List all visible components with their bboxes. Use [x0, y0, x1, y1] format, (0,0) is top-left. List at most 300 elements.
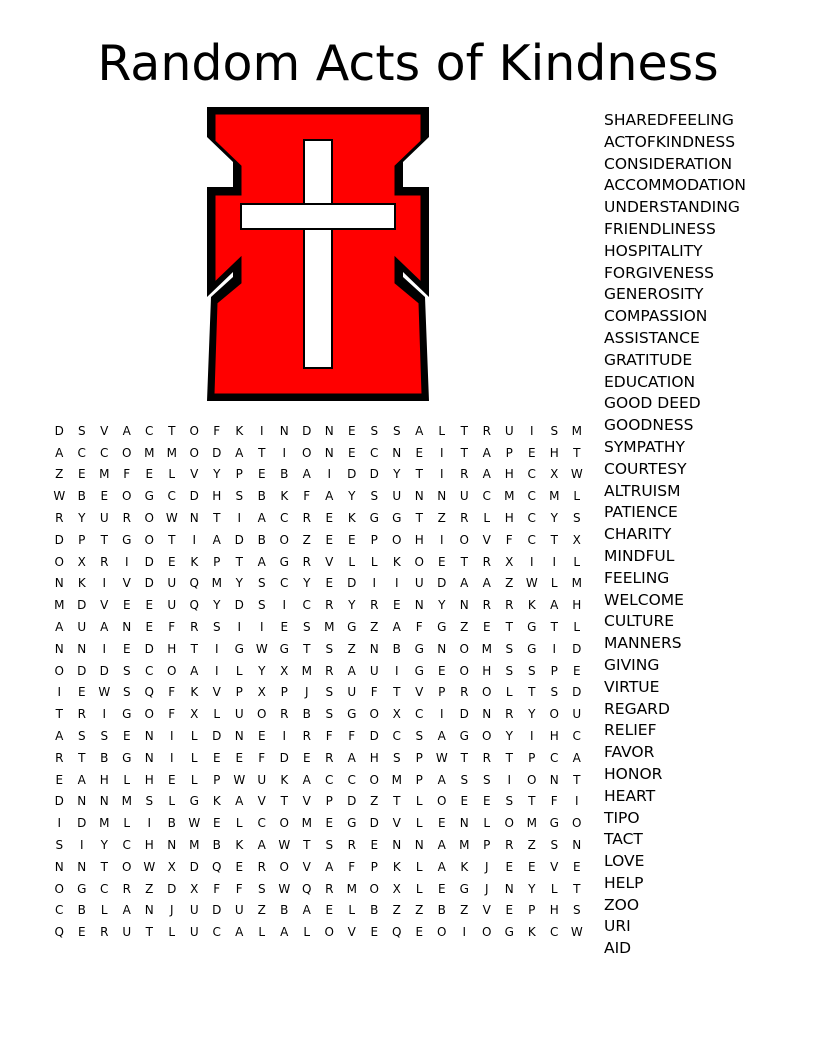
grid-row	[48, 442, 588, 464]
grid-cell: Z	[370, 794, 379, 809]
grid-cell: E	[437, 554, 446, 569]
grid-cell: L	[303, 925, 311, 940]
grid-cell: Y	[303, 576, 311, 591]
grid-cell: V	[257, 794, 266, 809]
grid-cell: B	[280, 903, 289, 918]
grid-cell: B	[302, 707, 311, 722]
grid-cell: D	[212, 445, 222, 460]
grid-cell: S	[505, 641, 514, 656]
grid-cell: N	[414, 489, 424, 504]
grid-cell: P	[483, 838, 491, 853]
grid-cell: I	[394, 576, 399, 591]
grid-cell: M	[144, 445, 155, 460]
grid-cell: T	[573, 772, 581, 787]
grid-cell: R	[257, 859, 266, 874]
grid-cell: C	[392, 729, 401, 744]
grid-cell: X	[392, 881, 401, 896]
grid-row	[48, 638, 588, 660]
grid-cell: O	[369, 881, 379, 896]
grid-cell: A	[347, 663, 356, 678]
grid-cell: O	[459, 641, 469, 656]
word-list-item: MANNERS	[604, 634, 682, 653]
grid-cell: G	[549, 816, 559, 831]
grid-cell: D	[212, 903, 222, 918]
grid-cell: M	[526, 816, 537, 831]
grid-cell: I	[552, 641, 557, 656]
cross-inner-vertical	[304, 140, 332, 368]
grid-cell: P	[528, 750, 536, 765]
grid-cell: S	[122, 685, 131, 700]
grid-row	[48, 878, 588, 900]
grid-cell: E	[482, 794, 491, 809]
grid-cell: Z	[145, 881, 154, 896]
grid-cell: Y	[505, 729, 513, 744]
grid-cell: B	[257, 489, 266, 504]
grid-cell: V	[347, 925, 356, 940]
grid-cell: Y	[348, 489, 356, 504]
grid-cell: M	[301, 663, 312, 678]
grid-cell: D	[99, 663, 109, 678]
grid-cell: E	[167, 554, 176, 569]
grid-cell: I	[552, 554, 557, 569]
grid-cell: L	[348, 554, 356, 569]
grid-cell: G	[122, 707, 132, 722]
grid-cell: F	[303, 489, 311, 504]
grid-cell: N	[572, 838, 582, 853]
grid-cell: C	[370, 445, 379, 460]
grid-cell: L	[348, 903, 356, 918]
grid-cell: L	[190, 772, 198, 787]
grid-row	[48, 725, 588, 747]
grid-cell: O	[459, 663, 469, 678]
grid-cell: U	[572, 707, 582, 722]
grid-cell: R	[460, 511, 469, 526]
grid-cell: A	[235, 794, 244, 809]
grid-cell: H	[369, 750, 379, 765]
grid-cell: I	[282, 598, 287, 613]
grid-cell: O	[324, 925, 334, 940]
grid-cell: O	[437, 925, 447, 940]
grid-cell: E	[145, 598, 154, 613]
grid-cell: N	[459, 598, 469, 613]
grid-cell: G	[122, 532, 132, 547]
grid-cell: N	[437, 641, 447, 656]
grid-cell: G	[347, 620, 357, 635]
grid-row	[48, 812, 588, 834]
grid-cell: F	[235, 881, 243, 896]
grid-cell: P	[235, 685, 243, 700]
grid-cell: L	[415, 816, 423, 831]
grid-cell: O	[122, 489, 132, 504]
grid-cell: H	[167, 641, 177, 656]
grid-cell: S	[122, 663, 131, 678]
grid-cell: V	[482, 903, 491, 918]
grid-cell: T	[393, 794, 401, 809]
word-list-item: SHAREDFEELING	[604, 111, 734, 129]
grid-cell: S	[505, 794, 514, 809]
grid-cell: U	[99, 511, 109, 526]
grid-cell: O	[572, 816, 582, 831]
grid-row	[48, 420, 588, 442]
grid-cell: U	[234, 903, 244, 918]
grid-cell: N	[234, 729, 244, 744]
grid-cell: O	[504, 816, 514, 831]
grid-cell: A	[302, 772, 311, 787]
grid-cell: U	[459, 489, 469, 504]
grid-cell: C	[550, 925, 559, 940]
grid-cell: V	[122, 576, 131, 591]
grid-cell: C	[55, 903, 64, 918]
grid-cell: G	[392, 511, 402, 526]
grid-cell: Z	[55, 467, 64, 482]
grid-cell: V	[100, 423, 109, 438]
grid-row	[48, 791, 588, 813]
word-list-item: GIVING	[604, 655, 660, 674]
grid-cell: T	[460, 554, 468, 569]
grid-cell: V	[550, 859, 559, 874]
grid-cell: T	[303, 641, 311, 656]
grid-cell: I	[259, 620, 264, 635]
grid-cell: I	[507, 772, 512, 787]
grid-cell: S	[505, 663, 514, 678]
grid-cell: K	[280, 772, 289, 787]
grid-cell: K	[527, 925, 536, 940]
grid-cell: R	[325, 750, 334, 765]
grid-cell: H	[504, 467, 514, 482]
grid-cell: P	[213, 772, 221, 787]
grid-cell: E	[437, 663, 446, 678]
grid-cell: F	[348, 729, 356, 744]
grid-cell: R	[505, 598, 514, 613]
grid-cell: S	[145, 794, 154, 809]
grid-cell: Y	[438, 598, 446, 613]
grid-cell: S	[257, 576, 266, 591]
grid-cell: N	[54, 576, 64, 591]
grid-cell: T	[258, 445, 266, 460]
grid-cell: G	[279, 641, 289, 656]
grid-cell: S	[325, 685, 334, 700]
grid-cell: D	[369, 729, 379, 744]
grid-cell: L	[258, 925, 266, 940]
grid-cell: O	[54, 881, 64, 896]
grid-cell: A	[392, 620, 401, 635]
grid-cell: N	[324, 423, 334, 438]
grid-cell: N	[54, 641, 64, 656]
grid-cell: H	[99, 772, 109, 787]
grid-cell: A	[235, 445, 244, 460]
grid-cell: P	[415, 772, 423, 787]
grid-cell: D	[144, 641, 154, 656]
grid-cell: R	[505, 707, 514, 722]
grid-cell: E	[437, 881, 446, 896]
grid-cell: E	[235, 750, 244, 765]
grid-cell: I	[529, 729, 534, 744]
word-list-item: ACCOMMODATION	[604, 176, 747, 195]
grid-cell: Z	[257, 903, 266, 918]
grid-cell: X	[190, 881, 199, 896]
grid-cell: W	[525, 576, 538, 591]
grid-cell: M	[324, 620, 335, 635]
grid-cell: S	[77, 729, 86, 744]
grid-cell: A	[415, 423, 424, 438]
grid-cell: A	[482, 576, 491, 591]
grid-cell: K	[235, 423, 244, 438]
grid-cell: M	[189, 838, 200, 853]
word-list-item: SYMPATHY	[604, 437, 686, 456]
grid-cell: K	[190, 685, 199, 700]
grid-cell: H	[144, 838, 154, 853]
grid-cell: Q	[189, 576, 199, 591]
grid-cell: G	[77, 881, 87, 896]
grid-cell: T	[550, 620, 558, 635]
grid-cell: R	[460, 467, 469, 482]
grid-cell: I	[79, 838, 84, 853]
grid-cell: C	[572, 729, 581, 744]
grid-cell: A	[437, 772, 446, 787]
grid-cell: T	[235, 554, 243, 569]
grid-cell: L	[168, 925, 176, 940]
word-list-item: URI	[604, 917, 631, 936]
grid-cell: W	[278, 881, 291, 896]
word-list-item: EDUCATION	[604, 372, 696, 391]
grid-cell: L	[168, 794, 176, 809]
grid-cell: D	[54, 423, 64, 438]
grid-cell: I	[462, 925, 467, 940]
grid-cell: X	[257, 685, 266, 700]
grid-cell: Q	[302, 881, 312, 896]
grid-cell: O	[527, 772, 537, 787]
grid-cell: R	[302, 729, 311, 744]
grid-cell: M	[166, 445, 177, 460]
grid-row	[48, 856, 588, 878]
grid-cell: I	[102, 641, 107, 656]
grid-cell: P	[78, 532, 86, 547]
grid-cell: F	[505, 532, 513, 547]
grid-cell: O	[482, 729, 492, 744]
grid-cell: G	[527, 641, 537, 656]
grid-cell: R	[460, 685, 469, 700]
grid-cell: R	[77, 707, 86, 722]
grid-cell: S	[550, 685, 559, 700]
grid-cell: M	[571, 576, 582, 591]
grid-cell: B	[212, 838, 221, 853]
grid-cell: J	[484, 881, 489, 896]
grid-cell: L	[190, 750, 198, 765]
grid-cell: R	[482, 423, 491, 438]
grid-cell: O	[437, 794, 447, 809]
grid-cell: F	[258, 750, 266, 765]
word-list-item: VIRTUE	[604, 677, 660, 696]
grid-cell: N	[144, 750, 154, 765]
grid-cell: R	[347, 838, 356, 853]
grid-cell: N	[77, 641, 87, 656]
grid-cell: D	[572, 685, 582, 700]
grid-cell: T	[415, 467, 423, 482]
grid-cell: D	[234, 532, 244, 547]
grid-cell: U	[504, 423, 514, 438]
grid-cell: E	[347, 532, 356, 547]
grid-cell: I	[529, 554, 534, 569]
grid-cell: K	[190, 554, 199, 569]
grid-row	[48, 464, 588, 486]
grid-cell: P	[528, 903, 536, 918]
grid-cell: X	[190, 707, 199, 722]
grid-cell: T	[528, 685, 536, 700]
grid-cell: M	[121, 794, 132, 809]
grid-cell: F	[123, 467, 131, 482]
grid-cell: M	[459, 838, 470, 853]
grid-cell: W	[143, 859, 156, 874]
grid-cell: K	[527, 598, 536, 613]
grid-cell: D	[347, 576, 357, 591]
grid-cell: D	[189, 859, 199, 874]
grid-cell: L	[483, 511, 491, 526]
grid-cell: C	[167, 489, 176, 504]
grid-cell: I	[529, 423, 534, 438]
grid-cell: T	[460, 423, 468, 438]
grid-cell: C	[100, 445, 109, 460]
grid-cell: O	[482, 685, 492, 700]
grid-cell: S	[572, 903, 581, 918]
grid-cell: V	[100, 598, 109, 613]
grid-cell: T	[550, 532, 558, 547]
grid-cell: C	[415, 707, 424, 722]
grid-cell: D	[369, 816, 379, 831]
grid-cell: I	[102, 707, 107, 722]
grid-cell: O	[122, 445, 132, 460]
grid-cell: A	[122, 423, 131, 438]
letter-grid	[48, 420, 588, 943]
grid-cell: N	[414, 598, 424, 613]
grid-cell: U	[369, 663, 379, 678]
grid-cell: S	[325, 838, 334, 853]
grid-cell: T	[573, 445, 581, 460]
grid-cell: G	[347, 816, 357, 831]
grid-cell: I	[57, 685, 62, 700]
grid-cell: D	[54, 532, 64, 547]
grid-cell: E	[122, 598, 131, 613]
grid-cell: A	[77, 772, 86, 787]
grid-cell: E	[77, 685, 86, 700]
grid-cell: L	[573, 489, 581, 504]
grid-cell: L	[168, 467, 176, 482]
grid-row	[48, 551, 588, 573]
grid-cell: T	[528, 794, 536, 809]
grid-cell: O	[54, 663, 64, 678]
grid-cell: M	[54, 598, 65, 613]
grid-cell: D	[302, 423, 312, 438]
grid-cell: J	[304, 685, 309, 700]
grid-cell: E	[392, 598, 401, 613]
word-list-item: CONSIDERATION	[604, 154, 733, 173]
grid-cell: C	[122, 838, 131, 853]
grid-cell: E	[122, 641, 131, 656]
grid-cell: P	[325, 794, 333, 809]
grid-cell: O	[144, 511, 154, 526]
grid-cell: E	[325, 576, 334, 591]
grid-cell: U	[392, 489, 402, 504]
grid-cell: X	[392, 707, 401, 722]
grid-cell: Y	[258, 663, 266, 678]
grid-cell: J	[169, 903, 174, 918]
grid-cell: A	[572, 750, 581, 765]
grid-cell: I	[439, 532, 444, 547]
grid-cell: A	[482, 467, 491, 482]
grid-cell: N	[414, 838, 424, 853]
grid-cell: A	[325, 489, 334, 504]
grid-cell: V	[190, 467, 199, 482]
grid-cell: A	[460, 576, 469, 591]
grid-cell: I	[214, 641, 219, 656]
grid-row	[48, 682, 588, 704]
word-list-item: CULTURE	[604, 612, 675, 631]
grid-cell: I	[372, 576, 377, 591]
grid-cell: E	[482, 620, 491, 635]
grid-cell: A	[55, 620, 64, 635]
grid-cell: Z	[392, 903, 401, 918]
grid-cell: V	[212, 685, 221, 700]
grid-cell: C	[145, 663, 154, 678]
grid-cell: N	[392, 445, 402, 460]
grid-cell: E	[527, 445, 536, 460]
grid-cell: O	[189, 423, 199, 438]
grid-cell: A	[325, 859, 334, 874]
word-list	[604, 110, 746, 960]
grid-cell: X	[77, 554, 86, 569]
word-list-item: AID	[604, 939, 632, 958]
grid-cell: I	[574, 794, 579, 809]
grid-cell: E	[460, 794, 469, 809]
grid-cell: E	[325, 816, 334, 831]
grid-cell: H	[414, 532, 424, 547]
grid-cell: N	[549, 772, 559, 787]
grid-cell: R	[100, 925, 109, 940]
word-list-item: HELP	[604, 873, 644, 892]
grid-cell: R	[302, 554, 311, 569]
grid-cell: R	[122, 511, 131, 526]
grid-cell: R	[370, 598, 379, 613]
grid-cell: M	[99, 816, 110, 831]
grid-cell: C	[550, 750, 559, 765]
grid-cell: N	[504, 881, 514, 896]
grid-cell: E	[77, 925, 86, 940]
grid-cell: D	[77, 816, 87, 831]
grid-cell: C	[482, 489, 491, 504]
grid-cell: A	[257, 511, 266, 526]
word-list-item: CHARITY	[604, 525, 672, 544]
grid-cell: Q	[144, 685, 154, 700]
grid-row	[48, 573, 588, 595]
grid-cell: I	[439, 467, 444, 482]
grid-cell: T	[280, 794, 288, 809]
grid-row	[48, 507, 588, 529]
grid-cell: L	[235, 663, 243, 678]
grid-cell: R	[505, 838, 514, 853]
grid-cell: T	[168, 532, 176, 547]
grid-cell: I	[147, 816, 152, 831]
grid-cell: S	[77, 423, 86, 438]
grid-cell: U	[414, 576, 424, 591]
grid-cell: E	[527, 859, 536, 874]
grid-cell: N	[167, 838, 177, 853]
grid-cell: G	[279, 554, 289, 569]
grid-cell: I	[57, 816, 62, 831]
grid-cell: P	[370, 532, 378, 547]
grid-cell: H	[572, 598, 582, 613]
grid-cell: D	[572, 641, 582, 656]
grid-cell: U	[189, 925, 199, 940]
grid-cell: L	[505, 685, 513, 700]
